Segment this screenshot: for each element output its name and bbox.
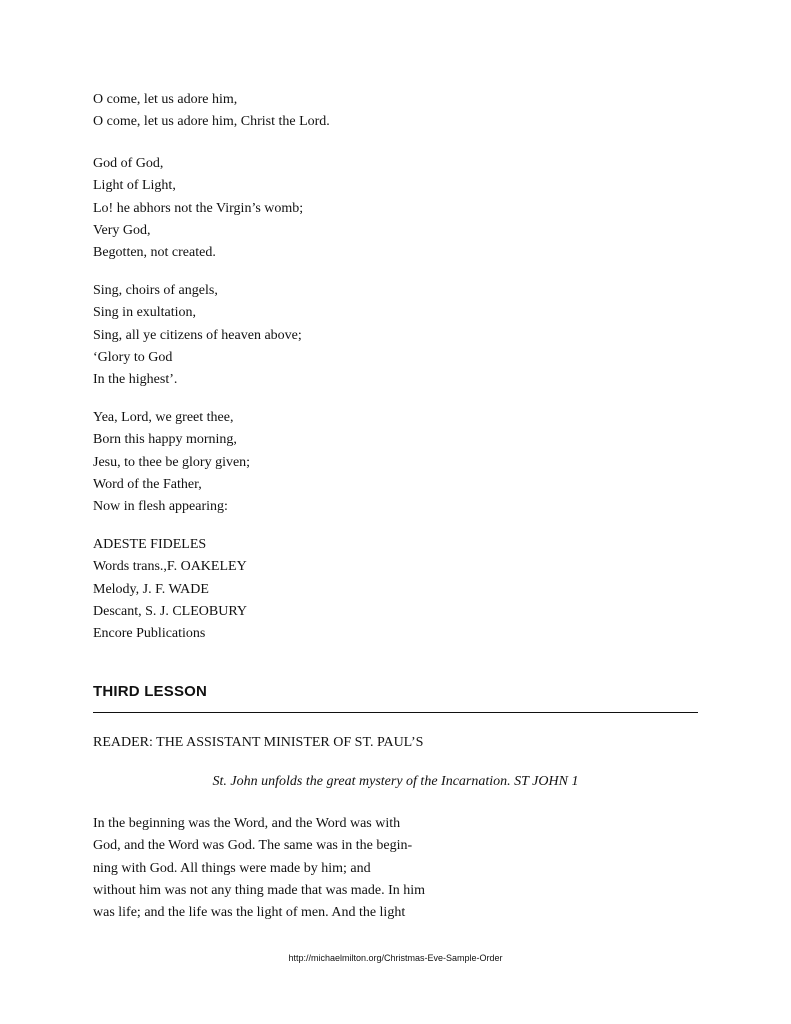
verse-line: Very God, (93, 222, 151, 238)
verse-line: Sing, choirs of angels, (93, 283, 218, 298)
verse-line: Yea, Lord, we greet thee, (93, 410, 234, 425)
verse-line: Word of the Father, (93, 476, 202, 492)
scripture-line: God, and the Word was God. The same was in the begin- (93, 838, 413, 854)
scripture-line: In the beginning was the Word, and the Word was with (93, 816, 401, 831)
section-heading: THIRD LESSON (93, 683, 208, 700)
hymn-stanza (93, 280, 302, 391)
verse-line: Light of Light, (93, 178, 176, 194)
verse-line: In the highest’. (93, 372, 178, 388)
words-credit: Words trans.,F. OAKELEY (93, 559, 247, 575)
verse-line: ‘Glory to God (93, 349, 173, 365)
lesson-epigraph: St. John unfolds the great mystery of the Incarnation. ST JOHN 1 (212, 774, 579, 789)
publisher-credit: Encore Publications (93, 626, 206, 642)
scripture-line: without him was not any thing made that was made. In him (93, 882, 426, 898)
hymn-stanza (93, 89, 330, 134)
hymn-credits (93, 534, 247, 645)
hymn-stanza (93, 407, 250, 518)
verse-line: Jesu, to thee be glory given; (93, 454, 251, 470)
section-divider (93, 712, 698, 713)
descant-credit: Descant, S. J. CLEOBURY (93, 603, 247, 619)
footer-url: http://michaelmilton.org/Christmas-Eve-Sample-Order (288, 953, 503, 963)
reader-line: READER: THE ASSISTANT MINISTER OF ST. PAUL’S (93, 735, 424, 750)
verse-line: O come, let us adore him, Christ the Lord. (93, 114, 330, 130)
verse-line: Born this happy morning, (93, 432, 237, 448)
verse-line: O come, let us adore him, (93, 92, 238, 107)
verse-line: Sing in exultation, (93, 305, 197, 321)
scripture-line: ning with God. All things were made by him; and (93, 860, 371, 876)
scripture-passage (93, 813, 425, 924)
verse-line: Sing, all ye citizens of heaven above; (93, 327, 302, 343)
verse-line: Now in flesh appearing: (93, 499, 228, 515)
scripture-line: was life; and the life was the light of men. And the light (93, 905, 406, 921)
verse-line: Begotten, not created. (93, 245, 216, 261)
verse-line: God of God, (93, 156, 164, 171)
hymn-stanza (93, 153, 303, 264)
hymn-tune-name: ADESTE FIDELES (93, 537, 207, 552)
verse-line: Lo! he abhors not the Virgin’s womb; (93, 200, 304, 216)
melody-credit: Melody, J. F. WADE (93, 581, 209, 597)
